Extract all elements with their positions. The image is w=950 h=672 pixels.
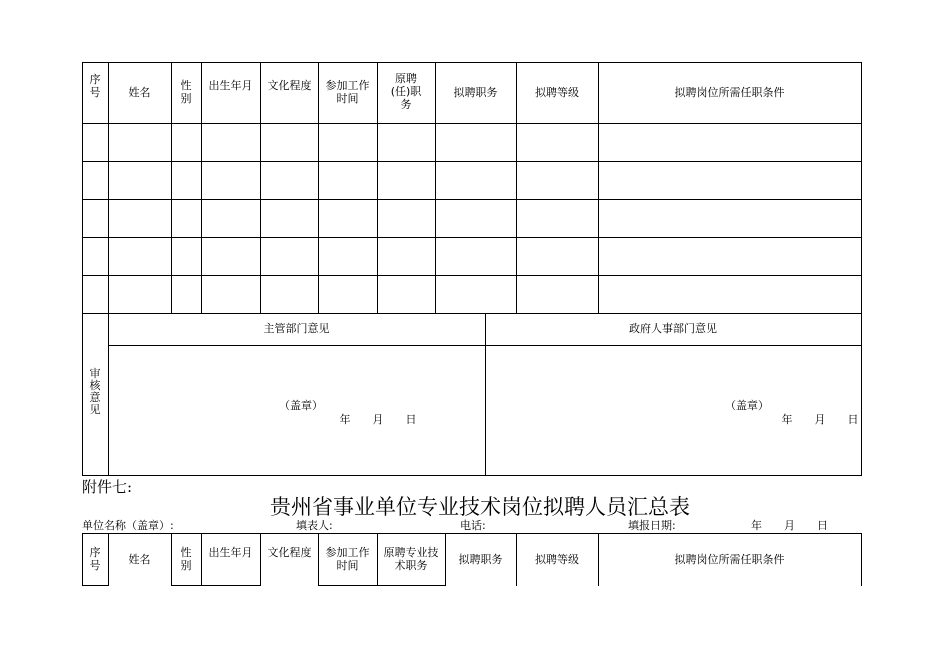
- header-name: 姓名: [128, 86, 151, 99]
- table-rule: [201, 62, 202, 313]
- filler-label: 填表人:: [296, 519, 333, 532]
- review-label: 审核意见: [89, 367, 101, 416]
- header-education: 文化程度: [267, 546, 312, 559]
- supervisor-seal: （盖章）: [279, 399, 323, 412]
- header-conditions: 拟聘岗位所需任职条件: [674, 553, 785, 566]
- table-border: [861, 62, 862, 476]
- header-gender: 性别: [180, 79, 192, 105]
- table-rule: [82, 123, 862, 124]
- table-rule: [171, 62, 172, 313]
- table-rule: [485, 313, 486, 476]
- table-rule: [171, 585, 261, 586]
- header-seq: 序号: [89, 546, 101, 572]
- table-rule: [82, 161, 862, 162]
- header-birth: 出生年月: [208, 79, 253, 92]
- table-rule: [318, 585, 446, 586]
- header-seq: 序号: [89, 73, 101, 99]
- table-rule: [318, 62, 319, 313]
- header-proposed-post: 拟聘职务: [453, 86, 498, 99]
- table-rule: [201, 533, 202, 586]
- table-rule: [435, 62, 436, 313]
- unit-name-label: 单位名称（盖章）:: [82, 519, 174, 532]
- attachment-label: 附件七:: [82, 478, 133, 496]
- table-border: [82, 533, 862, 534]
- table-border: [82, 475, 862, 476]
- hr-opinion-title: 政府人事部门意见: [629, 322, 717, 335]
- header-proposed-level: 拟聘等级: [535, 553, 579, 566]
- table-rule: [260, 533, 261, 586]
- header-original-tech-post: 原聘专业技术职务: [383, 546, 439, 572]
- table-rule: [82, 275, 862, 276]
- table-rule: [260, 62, 261, 313]
- header-birth: 出生年月: [208, 546, 253, 559]
- supervisor-opinion-title: 主管部门意见: [263, 322, 330, 335]
- hr-seal: （盖章）: [725, 399, 769, 412]
- table-border: [861, 533, 862, 586]
- header-work-time: 参加工作时间: [325, 79, 370, 105]
- report-date-label: 填报日期:: [628, 519, 676, 532]
- header-proposed-post: 拟聘职务: [458, 553, 503, 566]
- header-name: 姓名: [128, 553, 151, 566]
- header-education: 文化程度: [267, 79, 312, 92]
- table-rule: [82, 199, 862, 200]
- table-border: [82, 62, 862, 63]
- table-rule: [377, 62, 378, 313]
- table-rule: [377, 533, 378, 586]
- table-rule: [82, 237, 862, 238]
- document-title: 贵州省事业单位专业技术岗位拟聘人员汇总表: [270, 495, 690, 519]
- table-rule: [598, 62, 599, 313]
- header-conditions: 拟聘岗位所需任职条件: [674, 86, 785, 99]
- supervisor-date: 年 月 日: [339, 413, 417, 426]
- table-rule: [171, 533, 172, 586]
- table-rule: [108, 62, 109, 476]
- table-rule: [318, 533, 319, 586]
- header-work-time: 参加工作时间: [325, 546, 370, 572]
- table-border: [82, 62, 83, 476]
- table-rule: [82, 313, 862, 314]
- header-original-post: 原聘(任)职务: [390, 72, 422, 111]
- hr-date: 年 月 日: [781, 413, 859, 426]
- table-rule: [82, 585, 109, 586]
- report-date-fields: 年 月 日: [751, 519, 828, 532]
- table-border: [82, 533, 83, 586]
- phone-label: 电话:: [460, 519, 486, 532]
- header-proposed-level: 拟聘等级: [535, 86, 579, 99]
- table-rule: [516, 62, 517, 313]
- header-gender: 性别: [180, 546, 192, 572]
